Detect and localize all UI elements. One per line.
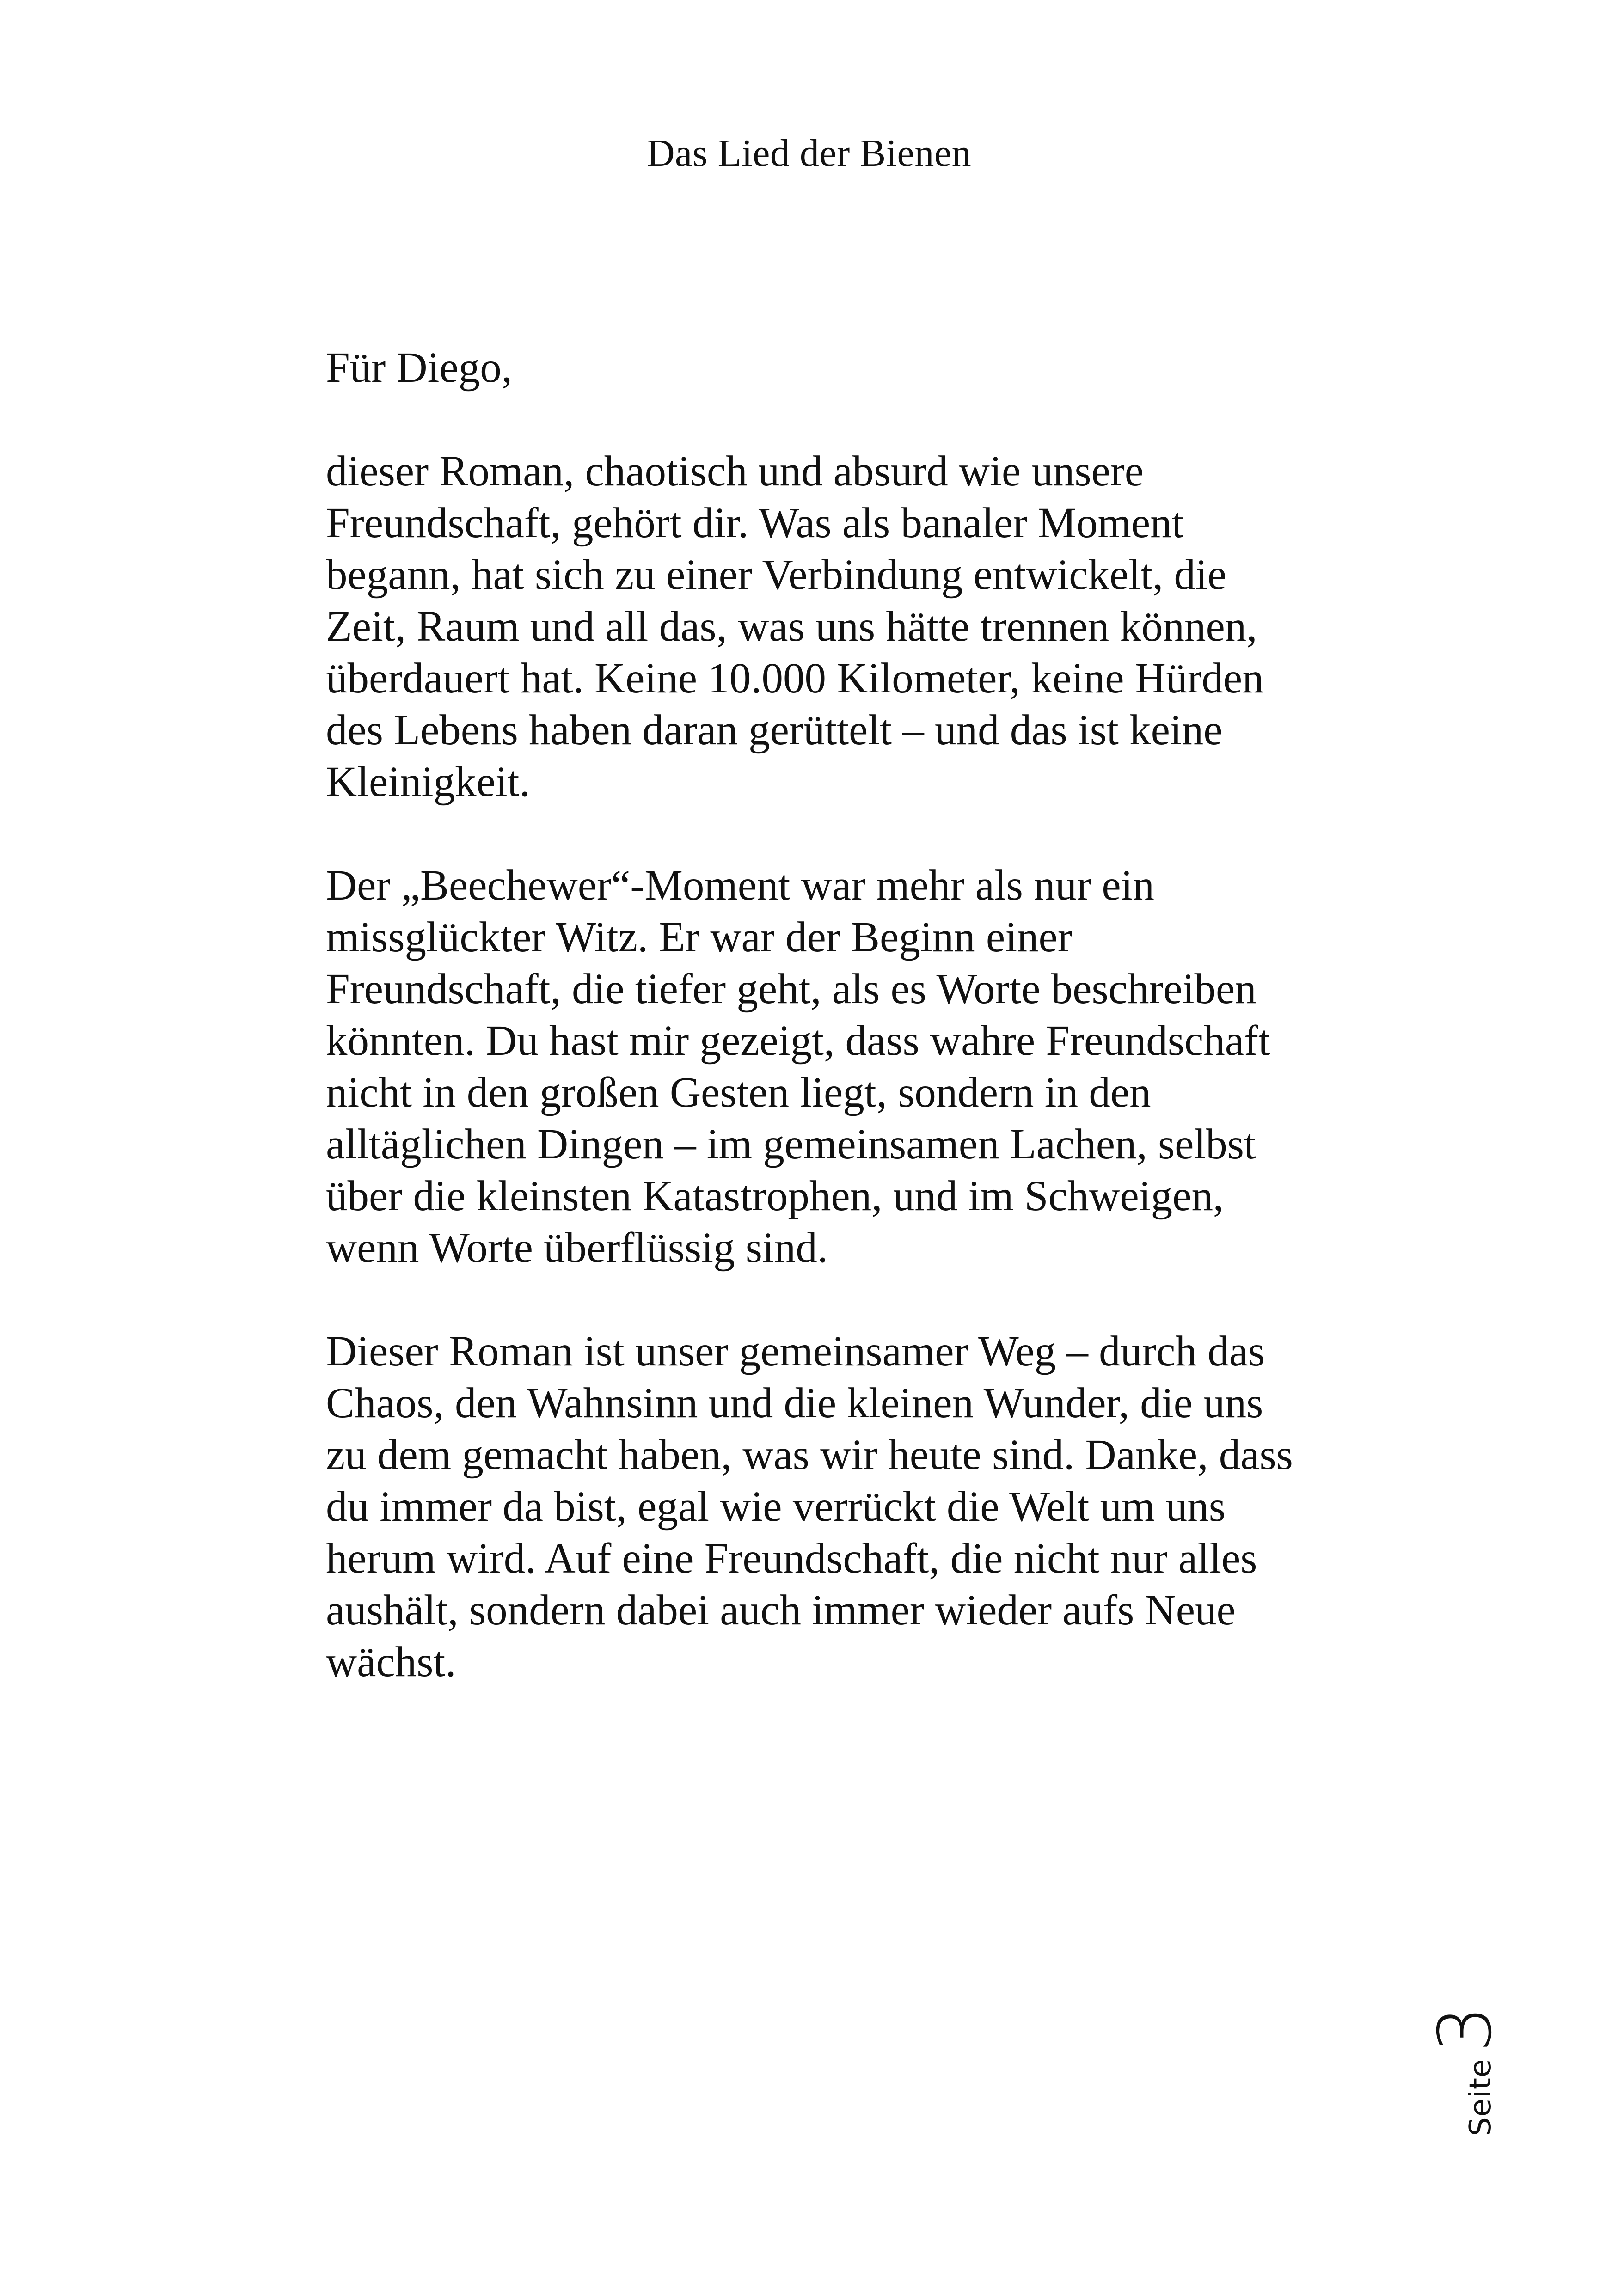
text-line: Zeit, Raum und all das, was uns hätte trennen können, [326,603,1257,650]
paragraph-3 [326,1326,1361,1688]
text-line: nicht in den großen Gesten liegt, sondern in den [326,1069,1151,1116]
text-line: zu dem gemacht haben, was wir heute sind. Danke, dass [326,1431,1293,1479]
text-line: Der „Beechewer“-Moment war mehr als nur ein [326,862,1155,909]
text-line: dieser Roman, chaotisch und absurd wie unsere [326,447,1144,495]
text-line: missglückter Witz. Er war der Beginn einer [326,913,1072,961]
page-number-value: 3 [1423,2006,1508,2052]
text-line: aushält, sondern dabei auch immer wieder aufs Neue [326,1586,1236,1634]
text-line: wächst. [326,1638,456,1686]
text-line: wenn Worte überflüssig sind. [326,1224,828,1272]
running-header: Das Lied der Bienen [646,132,972,175]
text-line: Freundschaft, die tiefer geht, als es Worte beschreiben [326,965,1256,1013]
paragraph-1 [326,446,1361,808]
salutation: Für Diego, [326,344,512,392]
text-line: du immer da bist, egal wie verrückt die Welt um uns [326,1483,1226,1531]
page-number-rotated [1423,2006,1508,2136]
text-line: Chaos, den Wahnsinn und die kleinen Wunder, die uns [326,1379,1263,1427]
text-line: überdauert hat. Keine 10.000 Kilometer, keine Hürden [326,655,1264,702]
text-line: Dieser Roman ist unser gemeinsamer Weg – durch das [326,1328,1265,1375]
page-number-label: Seite [1464,2058,1498,2136]
text-line: Kleinigkeit. [326,758,530,806]
text-line: begann, hat sich zu einer Verbindung entwickelt, die [326,551,1227,599]
text-line: über die kleinsten Katastrophen, und im Schweigen, [326,1172,1224,1220]
dedication-text [326,342,1361,1740]
text-line: könnten. Du hast mir gezeigt, dass wahre Freundschaft [326,1017,1270,1065]
text-line: des Lebens haben daran gerüttelt – und das ist keine [326,706,1223,754]
paragraph-2 [326,860,1361,1274]
page-number [1424,1951,1507,2191]
text-line: alltäglichen Dingen – im gemeinsamen Lachen, selbst [326,1120,1256,1168]
text-line: Freundschaft, gehört dir. Was als banaler Moment [326,499,1184,547]
text-line: herum wird. Auf eine Freundschaft, die nicht nur alles [326,1535,1257,1582]
